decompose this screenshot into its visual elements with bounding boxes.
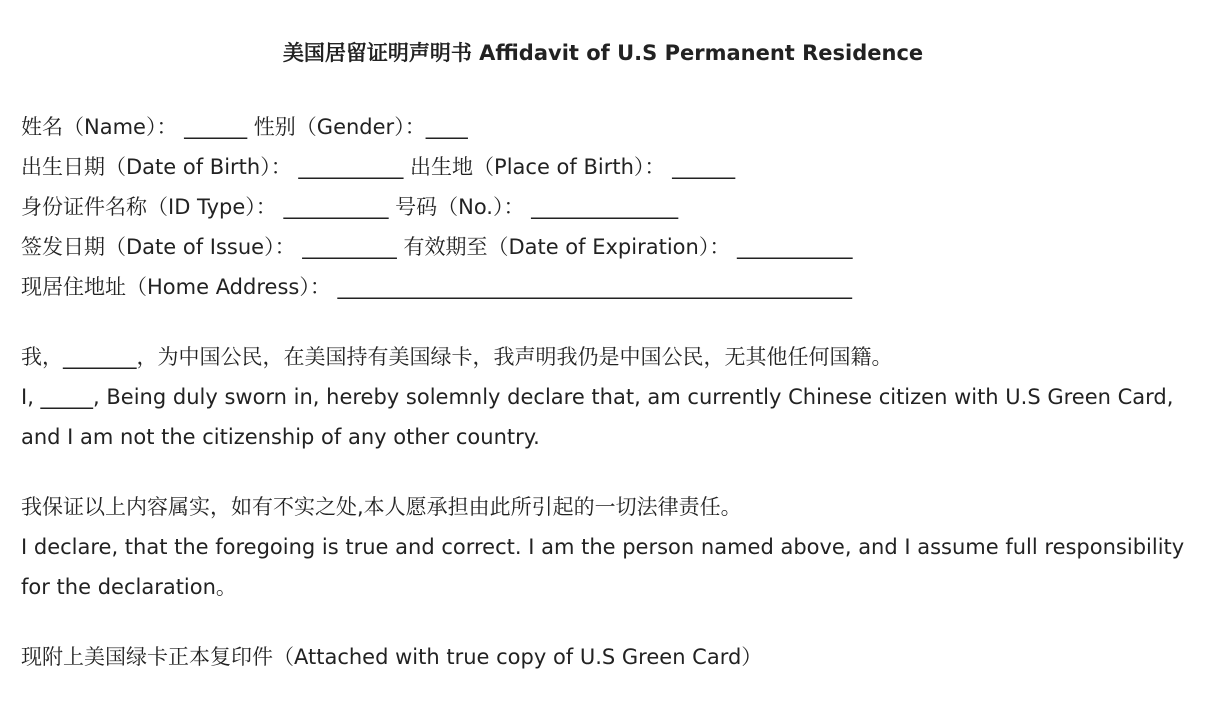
field-birth-date-place: 出生日期（Date of Birth）： __________ 出生地（Place of Birth）： ______	[21, 155, 736, 179]
attachment-note: 现附上美国绿卡正本复印件（Attached with true copy of U.S Green Card）	[21, 645, 763, 669]
field-name-gender: 姓名（Name）： ______ 性别（Gender）：____	[21, 115, 468, 139]
field-id-type-number: 身份证件名称（ID Type）： __________ 号码（No.）： ______________	[21, 195, 679, 219]
personal-info-fields	[21, 107, 1185, 307]
guarantee-english: I declare, that the foregoing is true and correct. I am the person named above, and I assume full responsibility for the declaration。	[21, 535, 1185, 599]
document-title: 美国居留证明声明书 Affidavit of U.S Permanent Residence	[282, 41, 924, 65]
field-home-address: 现居住地址（Home Address）： _________________________________________________	[21, 275, 852, 299]
field-issue-expiration: 签发日期（Date of Issue）： _________ 有效期至（Date of Expiration）： ___________	[21, 235, 853, 259]
declaration-section	[21, 337, 1185, 457]
guarantee-section	[21, 487, 1185, 607]
attachment-section	[21, 637, 1185, 677]
declaration-english: I, _____, Being duly sworn in, hereby solemnly declare that, am currently Chinese citizen with U.S Green Card, and I am not the citizenship of any other country.	[21, 385, 1174, 449]
declaration-chinese: 我，_______，为中国公民，在美国持有美国绿卡，我声明我仍是中国公民，无其他任何国籍。	[21, 345, 893, 369]
guarantee-chinese: 我保证以上内容属实，如有不实之处,本人愿承担由此所引起的一切法律责任。	[21, 495, 742, 519]
